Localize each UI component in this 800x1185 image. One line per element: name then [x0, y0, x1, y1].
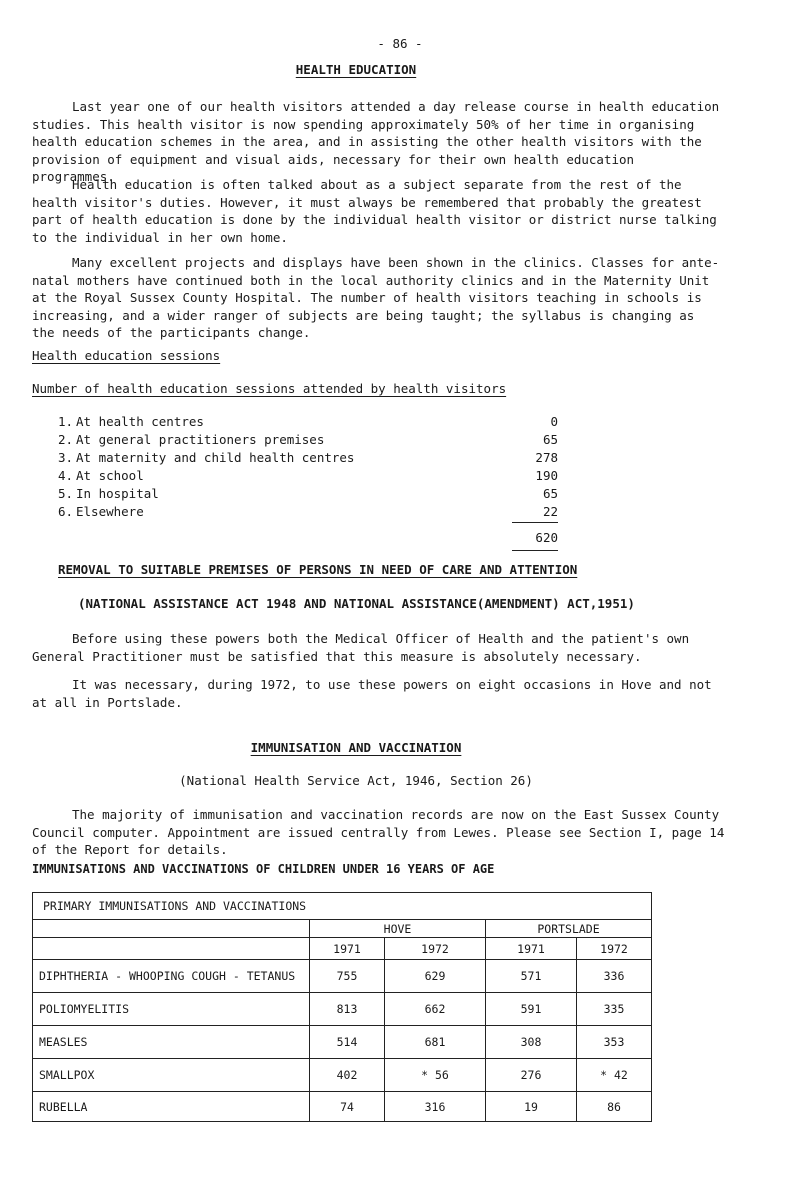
session-item [58, 414, 558, 432]
table-group-portslade: PORTSLADE [486, 920, 652, 938]
row-value: 19 [486, 1092, 577, 1122]
row-value: 571 [486, 960, 577, 993]
row-value: * 42 [577, 1059, 652, 1092]
page-title-text: HEALTH EDUCATION [295, 62, 417, 77]
session-item-number: 1. [58, 414, 74, 429]
row-value: 335 [577, 993, 652, 1026]
session-item-value: 65 [542, 432, 558, 447]
row-label: DIPHTHERIA - WHOOPING COUGH - TETANUS [33, 960, 310, 993]
row-value: 353 [577, 1026, 652, 1059]
row-value: 276 [486, 1059, 577, 1092]
row-label: MEASLES [33, 1026, 310, 1059]
session-item-label: At maternity and child health centres [76, 450, 355, 465]
session-item-label: At health centres [76, 414, 204, 429]
immunisation-subheading: (National Health Service Act, 1946, Section 26) [179, 773, 533, 788]
row-value: 402 [310, 1059, 385, 1092]
row-value: 813 [310, 993, 385, 1026]
row-value: 591 [486, 993, 577, 1026]
total-rule-top [512, 522, 558, 523]
table-title: IMMUNISATIONS AND VACCINATIONS OF CHILDREN UNDER 16 YEARS OF AGE [32, 862, 495, 876]
session-item-label: In hospital [76, 486, 159, 501]
paragraph-3: Many excellent projects and displays have been shown in the clinics. Classes for ante-natal mothers have continued both in the local authority clinics and in the Maternity Unit at the Royal Sussex County Hospital. The number of health visitors teaching in schools is increasing, and a wider ranger of subjects are being taught; the syllabus is changing as the needs of the participants change. [32, 255, 720, 340]
session-item [58, 450, 558, 468]
removal-paragraph-2: It was necessary, during 1972, to use these powers on eight occasions in Hove and not at all in Portslade. [32, 677, 712, 710]
session-item [58, 468, 558, 486]
total-rule-bottom [512, 550, 558, 551]
removal-subheading: (NATIONAL ASSISTANCE ACT 1948 AND NATIONAL ASSISTANCE(AMENDMENT) ACT,1951) [78, 596, 635, 611]
page-title [0, 62, 712, 77]
table-row [33, 1092, 652, 1122]
table-year: 1972 [385, 938, 486, 960]
immunisation-table [32, 892, 652, 1122]
row-value: 662 [385, 993, 486, 1026]
session-item-value: 278 [535, 450, 558, 465]
table-group-hove: HOVE [310, 920, 486, 938]
session-item-value: 190 [535, 468, 558, 483]
table-empty-cell [33, 938, 310, 960]
session-item-number: 3. [58, 450, 74, 465]
session-item-value: 65 [542, 486, 558, 501]
immunisation-heading-text: IMMUNISATION AND VACCINATION [250, 740, 462, 755]
removal-heading: REMOVAL TO SUITABLE PREMISES OF PERSONS IN NEED OF CARE AND ATTENTION [58, 562, 578, 577]
table-year: 1972 [577, 938, 652, 960]
session-item-label: At general practitioners premises [76, 432, 325, 447]
session-item-value: 0 [550, 414, 558, 429]
sessions-subheading: Number of health education sessions attended by health visitors [32, 381, 507, 396]
table-row [33, 1059, 652, 1092]
sessions-total: 620 [535, 530, 558, 545]
table-row [33, 1026, 652, 1059]
table-year-row [33, 938, 652, 960]
session-item-label: Elsewhere [76, 504, 144, 519]
session-item-number: 2. [58, 432, 74, 447]
row-value: 629 [385, 960, 486, 993]
row-value: 755 [310, 960, 385, 993]
row-value: 336 [577, 960, 652, 993]
session-item-number: 5. [58, 486, 74, 501]
row-value: 514 [310, 1026, 385, 1059]
removal-paragraph-1: Before using these powers both the Medical Officer of Health and the patient's own General Practitioner must be satisfied that this measure is absolutely necessary. [32, 631, 690, 664]
session-item-value: 22 [542, 504, 558, 519]
table-caption: PRIMARY IMMUNISATIONS AND VACCINATIONS [33, 893, 652, 920]
paragraph-1: Last year one of our health visitors attended a day release course in health education studies. This health visitor is now spending approximately 50% of her time in organising health education schemes in the area, and in assisting the other health visitors with the provision of equipment and visual aids, necessary for their own health education programmes. [32, 99, 720, 184]
row-label: RUBELLA [33, 1092, 310, 1122]
row-value: 316 [385, 1092, 486, 1122]
session-item-number: 6. [58, 504, 74, 519]
table-year: 1971 [486, 938, 577, 960]
session-item-number: 4. [58, 468, 74, 483]
row-value: 681 [385, 1026, 486, 1059]
table-caption-row [33, 893, 652, 920]
row-value: 86 [577, 1092, 652, 1122]
row-value: * 56 [385, 1059, 486, 1092]
row-label: SMALLPOX [33, 1059, 310, 1092]
immunisation-paragraph: The majority of immunisation and vaccination records are now on the East Sussex County Council computer. Appointment are issued centrally from Lewes. Please see Section I, page 14 of the Report for details. [32, 807, 725, 857]
sessions-heading: Health education sessions [32, 348, 221, 363]
table-group-row [33, 920, 652, 938]
row-value: 74 [310, 1092, 385, 1122]
session-item-label: At school [76, 468, 144, 483]
row-label: POLIOMYELITIS [33, 993, 310, 1026]
session-item [58, 504, 558, 522]
page-number: - 86 - [377, 36, 423, 51]
session-item [58, 432, 558, 450]
immunisation-heading [0, 740, 712, 755]
paragraph-2: Health education is often talked about as a subject separate from the rest of the health visitor's duties. However, it must always be remembered that probably the greatest part of health education is done by the individual health visitor or district nurse talking to the individual in her own home. [32, 177, 717, 245]
table-row [33, 993, 652, 1026]
session-item [58, 486, 558, 504]
row-value: 308 [486, 1026, 577, 1059]
table-year: 1971 [310, 938, 385, 960]
table-row [33, 960, 652, 993]
table-empty-cell [33, 920, 310, 938]
